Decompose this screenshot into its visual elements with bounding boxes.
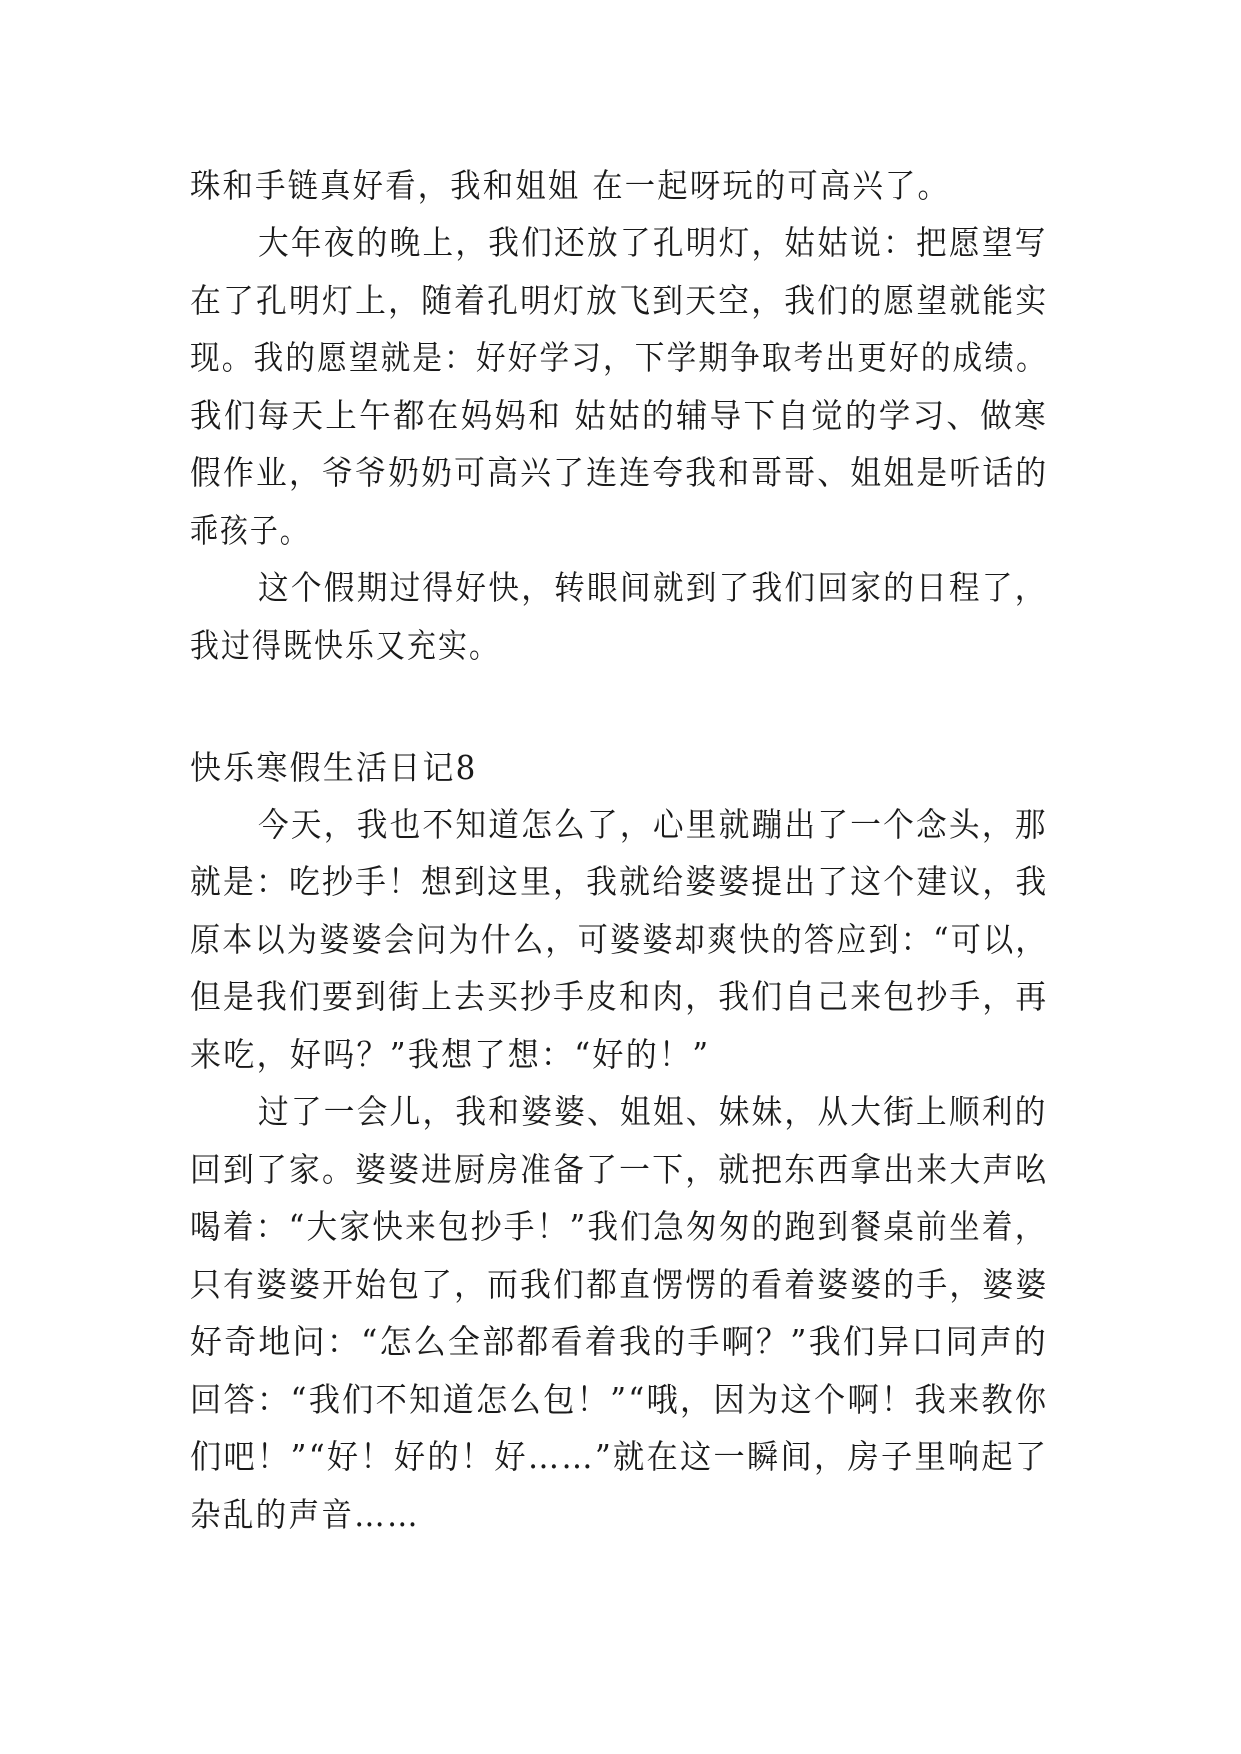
- text-line: 乖孩子。: [190, 511, 310, 550]
- text-line: 大年夜的晚上，我们还放了孔明灯，姑姑说：把愿望写: [258, 223, 1048, 262]
- text-line: 杂乱的声音……: [190, 1495, 420, 1534]
- text-line: 好奇地问：“怎么全部都看着我的手啊？”我们异口同声的: [190, 1322, 1049, 1361]
- text-line: 原本以为婆婆会问为什么，可婆婆却爽快的答应到：“可以，: [190, 920, 1048, 959]
- text-line: 就是：吃抄手！想到这里，我就给婆婆提出了这个建议，我: [190, 862, 1049, 901]
- text-line: 我们每天上午都在妈妈和 姑姑的辅导下自觉的学习、做寒: [190, 396, 1048, 435]
- text-line: 我过得既快乐又充实。: [190, 626, 500, 665]
- text-line: 但是我们要到街上去买抄手皮和肉，我们自己来包抄手，再: [190, 977, 1049, 1016]
- text-line: 来吃，好吗？”我想了想：“好的！”: [190, 1035, 711, 1074]
- text-line: 回答：“我们不知道怎么包！”“哦，因为这个啊！我来教你: [190, 1380, 1049, 1419]
- text-line: 在了孔明灯上，随着孔明灯放飞到天空，我们的愿望就能实: [190, 281, 1049, 320]
- text-line: 今天，我也不知道怎么了，心里就蹦出了一个念头，那: [258, 805, 1048, 844]
- text-line: 假作业，爷爷奶奶可高兴了连连夸我和哥哥、姐姐是听话的: [190, 453, 1049, 492]
- text-line: 现。我的愿望就是：好好学习，下学期争取考出更好的成绩。: [190, 338, 1048, 377]
- section-heading: 快乐寒假生活日记8: [190, 748, 478, 787]
- text-line: 过了一会儿，我和婆婆、姐姐、妹妹，从大街上顺利的: [258, 1092, 1048, 1131]
- text-line: 珠和手链真好看，我和姐姐 在一起呀玩的可高兴了。: [190, 166, 951, 205]
- text-line: 只有婆婆开始包了，而我们都直愣愣的看着婆婆的手，婆婆: [190, 1265, 1049, 1304]
- text-line: 这个假期过得好快，转眼间就到了我们回家的日程了，: [258, 568, 1048, 607]
- text-line: 喝着：“大家快来包抄手！”我们急匆匆的跑到餐桌前坐着，: [190, 1207, 1048, 1246]
- text-line: 们吧！”“好！好的！好……”就在这一瞬间，房子里响起了: [190, 1437, 1049, 1476]
- text-line: 回到了家。婆婆进厨房准备了一下，就把东西拿出来大声吆: [190, 1150, 1049, 1189]
